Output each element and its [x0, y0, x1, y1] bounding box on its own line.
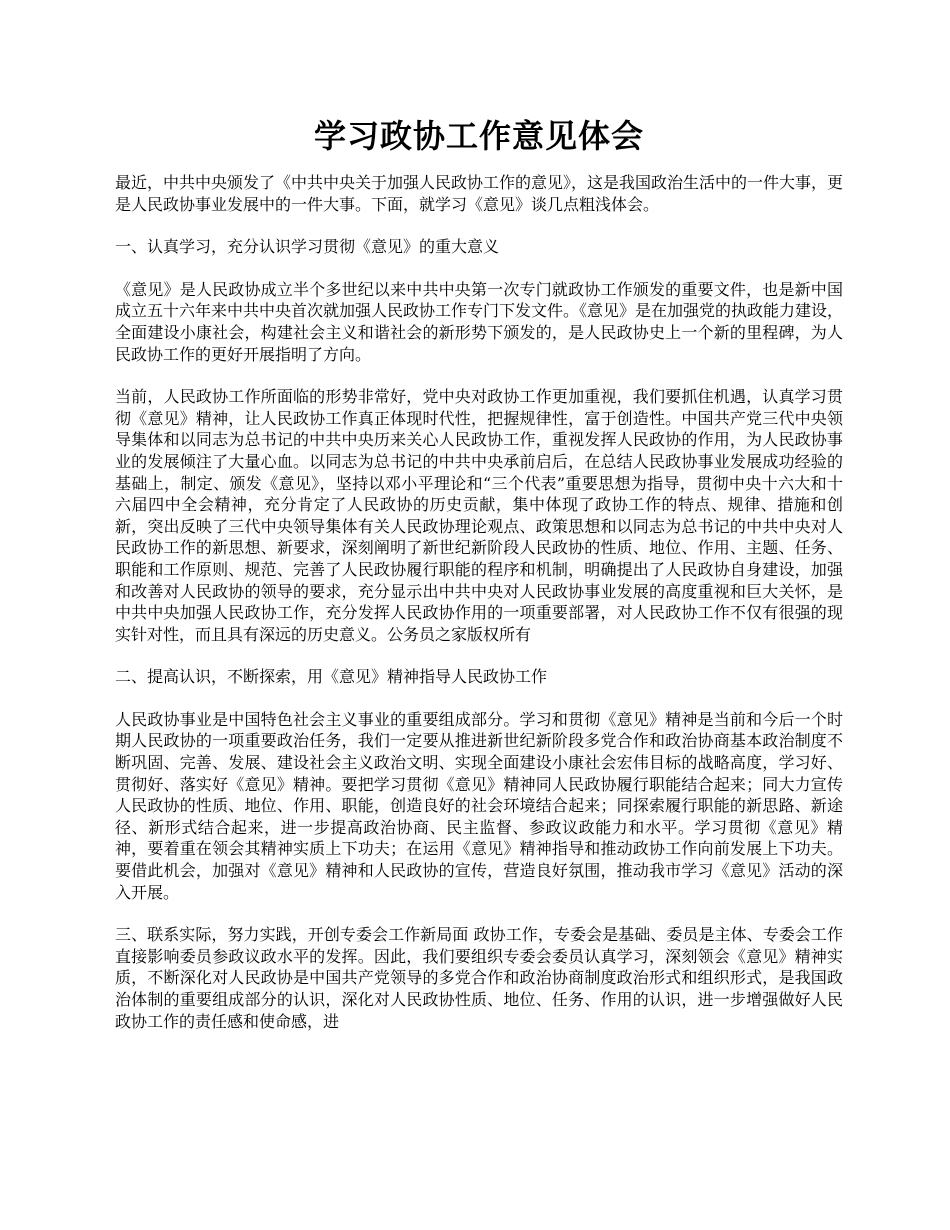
section-2-paragraph-1: 人民政协事业是中国特色社会主义事业的重要组成部分。学习和贯彻《意见》精神是当前和今后一个时期人民政协的一项重要政治任务，我们一定要从推进新世纪新阶段多党合作和政治协商基本政治制度不断巩固、完善、发展、建设社会主义政治文明、实现全面建设小康社会宏伟目标的战略高度，学习好、贯彻好、落实好《意见》精神。要把学习贯彻《意见》精神同人民政协履行职能结合起来；同大力宣传人民政协的性质、地位、作用、职能，创造良好的社会环境结合起来；同探索履行职能的新思路、新途径、新形式结合起来，进一步提高政治协商、民主监督、参政议政能力和水平。学习贯彻《意见》精神，要着重在领会其精神实质上下功夫；在运用《意见》精神指导和推动政协工作向前发展上下功夫。要借此机会，加强对《意见》精神和人民政协的宣传，营造良好氛围，推动我市学习《意见》活动的深入开展。 — [115, 709, 843, 902]
section-1-paragraph-1: 《意见》是人民政协成立半个多世纪以来中共中央第一次专门就政协工作颁发的重要文件，也是新中国成立五十六年来中共中央首次就加强人民政协工作专门下发文件。《意见》是在加强党的执政能力建设，全面建设小康社会，构建社会主义和谐社会的新形势下颁发的，是人民政协史上一个新的里程碑，为人民政协工作的更好开展指明了方向。 — [115, 279, 844, 364]
intro-paragraph: 最近，中共中央颁发了《中共中央关于加强人民政协工作的意见》，这是我国政治生活中的一件大事，更是人民政协事业发展中的一件大事。下面，就学习《意见》谈几点粗浅体会。 — [115, 173, 844, 214]
section-1-paragraph-2: 当前，人民政协工作所面临的形势非常好，党中央对政协工作更加重视，我们要抓住机遇，认真学习贯彻《意见》精神，让人民政协工作真正体现时代性，把握规律性，富于创造性。中国共产党三代中央领导集体和以同志为总书记的中共中央历来关心人民政协工作，重视发挥人民政协的作用，为人民政协事业的发展倾注了大量心血。以同志为总书记的中共中央承前启后，在总结人民政协事业发展成功经验的基础上，制定、颁发《意见》，坚持以邓小平理论和“三个代表”重要思想为指导，贯彻中央十六大和十六届四中全会精神，充分肯定了人民政协的历史贡献，集中体现了政协工作的特点、规律、措施和创新，突出反映了三代中央领导集体有关人民政协理论观点、政策思想和以同志为总书记的中共中央对人民政协工作的新思想、新要求，深刻阐明了新世纪新阶段人民政协的性质、地位、作用、主题、任务、职能和工作原则、规范、完善了人民政协履行职能的程序和机制，明确提出了人民政协自身建设，加强和改善对人民政协的领导的要求，充分显示出中共中央对人民政协事业发展的高度重视和巨大关怀，是中共中央加强人民政协工作，充分发挥人民政协作用的一项重要部署，对人民政协工作不仅有很强的现实针对性，而且具有深远的历史意义。公务员之家版权所有 — [115, 387, 843, 644]
section-2-heading: 二、提高认识，不断探索，用《意见》精神指导人民政协工作 — [115, 667, 548, 687]
document-page — [115, 112, 843, 1053]
section-1-heading: 一、认真学习，充分认识学习贯彻《意见》的重大意义 — [115, 237, 500, 257]
document-title: 学习政协工作意见体会 — [313, 117, 644, 155]
section-3-paragraph-1: 三、联系实际，努力实践，开创专委会工作新局面 政协工作，专委会是基础、委员是主体、专委会工作直接影响委员参政议政水平的发挥。因此，我们要组织专委会委员认真学习，深刻领会《意见》精神实质，不断深化对人民政协是中国共产党领导的多党合作和政治协商制度政治形式和组织形式，是我国政治体制的重要组成部分的认识，深化对人民政协性质、地位、任务、作用的认识，进一步增强做好人民政协工作的责任感和使命感，进 — [115, 925, 843, 1031]
